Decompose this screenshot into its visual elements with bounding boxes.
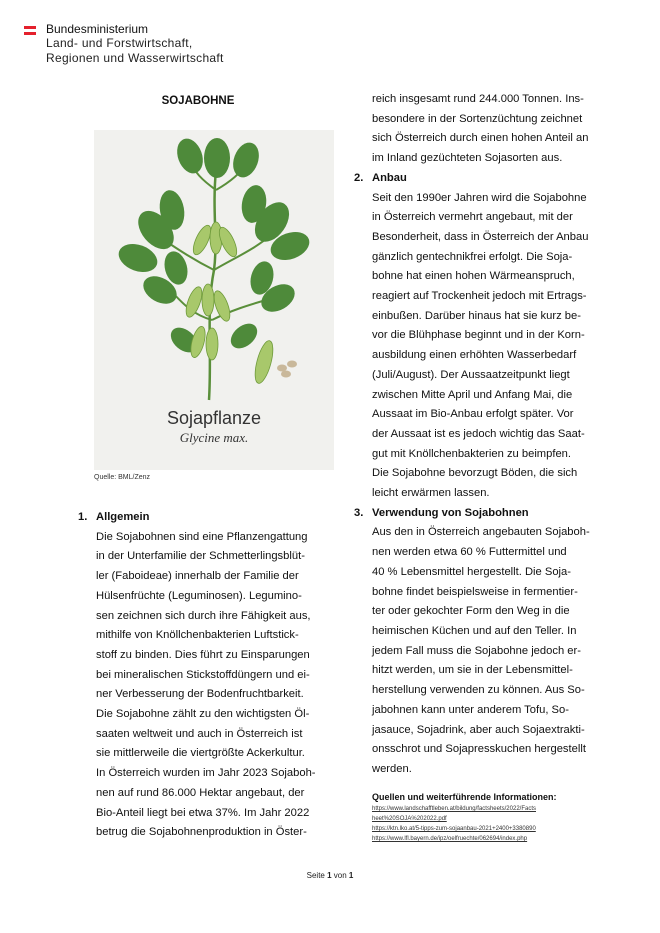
text-line: besondere in der Sortenzüchtung zeichnet <box>372 112 583 125</box>
text-line: jabohnen kann unter anderem Tofu, So- <box>372 703 569 716</box>
section-number: 1. <box>78 511 88 523</box>
text-line: gänzlich gentechnikfrei erfolgt. Die Soja- <box>372 250 573 263</box>
text-line: ausbildung einen erhöhten Wasserbedarf <box>372 349 577 362</box>
text-line: reagiert auf Trockenheit jedoch mit Ertrags- <box>372 290 587 303</box>
text-line: hitzt werden, um sie in der Lebensmittel- <box>372 664 573 677</box>
text-line: in Österreich vermehrt angebaut, mit der <box>372 211 573 224</box>
footer-prefix: Seite <box>306 871 325 880</box>
source-link[interactable]: https://www.landschafftleben.at/bildung/factsheets/2022/Facts <box>372 806 536 812</box>
footer-page: 1 <box>327 871 332 880</box>
text-line: bohne findet beispielsweise in fermentier- <box>372 585 578 598</box>
section-title: Anbau <box>372 171 407 184</box>
footer-total: 1 <box>348 871 354 880</box>
text-line: (Juli/August). Der Aussaatzeitpunkt liegt <box>372 368 570 381</box>
text-line: onsschrot und Sojapresskuchen hergestellt <box>372 743 586 756</box>
section-body-verwendung <box>372 523 598 779</box>
text-line: herstellung verwenden zu können. Aus So- <box>372 684 585 697</box>
text-line: Bio-Anteil liegt bei etwa 37%. Im Jahr 2022 <box>96 806 310 819</box>
section-heading <box>78 508 320 528</box>
left-column-top <box>78 90 318 112</box>
text-line: Aussaat im Bio-Anbau erfolgt später. Vor <box>372 408 574 421</box>
text-line: zwischen Mitte April und Anfang Mai, die <box>372 388 573 401</box>
text-line: Die Sojabohne zählt zu den wichtigsten Öl- <box>96 708 310 721</box>
text-line: einbußen. Darüber hinaus hat sie kurz be- <box>372 309 581 322</box>
text-line: werden. <box>372 762 412 775</box>
page-footer <box>0 871 660 880</box>
text-line: sen zeichnen sich durch ihre Fähigkeit aus, <box>96 609 311 622</box>
ministry-name <box>46 22 306 66</box>
ministry-line-2: Land- und Forstwirtschaft, <box>46 36 193 50</box>
illustration-subtitle: Glycine max. <box>179 430 249 445</box>
text-line: ler (Faboideae) innerhalb der Familie der <box>96 570 299 583</box>
text-line: jedem Fall muss die Sojabohne jedoch er- <box>372 644 581 657</box>
section-body-anbau <box>372 189 598 504</box>
section-number: 3. <box>354 506 364 519</box>
text-line: In Österreich wurden im Jahr 2023 Sojaboh- <box>96 767 316 780</box>
soybean-plant-icon <box>94 130 334 470</box>
text-line: reich insgesamt rund 244.000 Tonnen. Ins- <box>372 93 584 105</box>
text-line: gut mit Knöllchenbakterien zu beimpfen. <box>372 447 572 460</box>
sources-block <box>372 790 598 844</box>
text-line: ner Verbesserung der Bodenfruchtbarkeit. <box>96 688 304 701</box>
section-title: Allgemein <box>96 511 150 523</box>
text-line: ter oder gekochter Form den Weg in die <box>372 605 570 618</box>
section-allgemein <box>78 508 320 843</box>
text-line: saaten weltweit und auch in Österreich ist <box>96 727 303 740</box>
image-caption: Quelle: BML/Zenz <box>94 474 151 481</box>
text-line: bohne hat einen hohen Wärmeanspruch, <box>372 270 575 283</box>
text-line: bei mineralischen Stickstoffdüngern und ei- <box>96 668 310 681</box>
text-line: Hülsenfrüchte (Leguminosen). Legumino- <box>96 589 302 602</box>
section-title: Verwendung von Sojabohnen <box>372 506 529 519</box>
text-line: leicht erwärmen lassen. <box>372 487 490 500</box>
text-line: in der Unterfamilie der Schmetterlingsblüt- <box>96 550 305 563</box>
text-line: Aus den in Österreich angebauten Sojaboh- <box>372 526 590 539</box>
text-line: heimischen Küchen und auf den Teller. In <box>372 624 577 637</box>
text-line: vor die Blühphase beginnt und in der Korn- <box>372 329 585 342</box>
illustration-title: Sojapflanze <box>166 408 262 428</box>
text-line: Besonderheit, dass in Österreich der Anbau <box>372 230 589 243</box>
soybean-plant-illustration <box>94 130 334 470</box>
ministry-line-3: Regionen und Wasserwirtschaft <box>46 51 224 65</box>
section-heading-anbau <box>354 169 598 189</box>
section-number: 2. <box>354 171 364 184</box>
text-line: nen werden etwa 60 % Futtermittel und <box>372 546 567 559</box>
text-line: mithilfe von Knöllchenbakterien Luftstick- <box>96 629 299 642</box>
source-link[interactable]: heet%20SOJA%202022.pdf <box>372 816 447 822</box>
source-link[interactable]: https://www.lfl.bayern.de/ipz/oelfruechte/062694/index.php <box>372 836 528 842</box>
right-column <box>354 90 598 780</box>
section-heading-verwendung <box>354 504 598 524</box>
text-line: stoff zu binden. Dies führt zu Einsparungen <box>96 648 310 661</box>
section-continuation <box>372 90 598 169</box>
text-line: Die Sojabohne bevorzugt Böden, die sich <box>372 467 578 480</box>
section-body <box>96 528 320 843</box>
text-line: Die Sojabohnen sind eine Pflanzengattung <box>96 530 308 543</box>
austria-flag-icon <box>24 26 36 35</box>
text-line: jasauce, Sojadrink, aber auch Sojaextrakti- <box>372 723 585 736</box>
text-line: der Aussaat ist es jedoch wichtig das Saat- <box>372 427 585 440</box>
page-title: SOJABOHNE <box>161 95 235 107</box>
text-line: im Inland gezüchteten Sojasorten aus. <box>372 152 563 165</box>
text-line: sich Österreich durch einen hohen Anteil an <box>372 132 589 145</box>
text-line: nen auf rund 86.000 Hektar angebaut, der <box>96 786 305 799</box>
source-link[interactable]: https://ktn.lko.at/5-tipps-zum-sojaanbau-2021+2400+3380890 <box>372 826 536 832</box>
footer-mid: von <box>333 871 347 880</box>
text-line: 40 % Lebensmittel hergestellt. Die Soja- <box>372 565 571 578</box>
text-line: betrug die Sojabohnenproduktion in Öster- <box>96 826 307 839</box>
ministry-line-1: Bundesministerium <box>46 22 149 36</box>
sources-heading: Quellen und weiterführende Informationen: <box>372 792 557 802</box>
text-line: sie mittlerweile die viertgrößte Ackerkultur. <box>96 747 305 760</box>
text-line: Seit den 1990er Jahren wird die Sojabohne <box>372 191 587 204</box>
